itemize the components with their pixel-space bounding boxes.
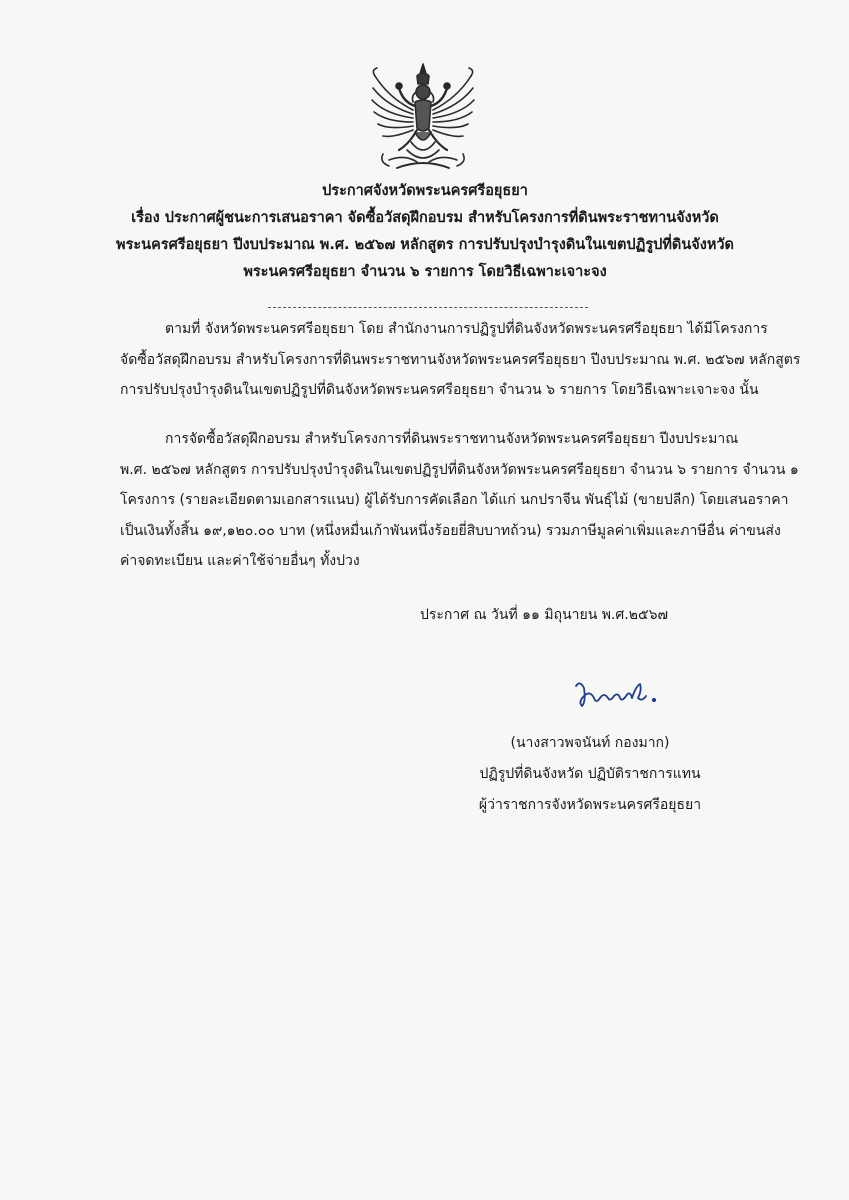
paragraph-line: พ.ศ. ๒๕๖๗ หลักสูตร การปรับปรุงบำรุงดินในเขตปฏิรูปที่ดินจังหวัดพระนครศรีอยุธยา จำนวน ๖ รายการ จำนวน ๑ bbox=[120, 461, 799, 478]
paragraph-line: จัดซื้อวัสดุฝึกอบรม สำหรับโครงการที่ดินพระราชทานจังหวัดพระนครศรีอยุธยา ปีงบประมาณ พ.ศ. ๒๕๖๗ หลักสูตร bbox=[120, 351, 801, 368]
paragraph-line: การปรับปรุงบำรุงดินในเขตปฏิรูปที่ดินจังหวัดพระนครศรีอยุธยา จำนวน ๖ รายการ โดยวิธีเฉพาะเจาะจง นั้น bbox=[120, 382, 759, 398]
announce-date: ประกาศ ณ วันที่ ๑๑ มิถุนายน พ.ศ.๒๕๖๗ bbox=[420, 607, 668, 623]
paragraph-line: การจัดซื้อวัสดุฝึกอบรม สำหรับโครงการที่ดินพระราชทานจังหวัดพระนครศรีอยุธยา ปีงบประมาณ bbox=[165, 431, 739, 447]
signatory-block bbox=[470, 728, 710, 821]
signatory-position: ปฏิรูปที่ดินจังหวัด ปฏิบัติราชการแทน bbox=[479, 766, 701, 782]
paragraph-award bbox=[120, 424, 799, 577]
subject-line-2: พระนครศรีอยุธยา ปีงบประมาณ พ.ศ. ๒๕๖๗ หลักสูตร การปรับปรุงบำรุงดินในเขตปฏิรูปที่ดินจังหวัด bbox=[116, 237, 734, 253]
paragraph-line: ค่าจดทะเบียน และค่าใช้จ่ายอื่นๆ ทั้งปวง bbox=[120, 553, 360, 569]
header-divider bbox=[268, 307, 588, 308]
paragraph-line: เป็นเงินทั้งสิ้น ๑๙,๑๒๐.๐๐ บาท (หนึ่งหมื่นเก้าพันหนึ่งร้อยยี่สิบบาทถ้วน) รวมภาษีมูลค่าเพิ่มและภาษีอื่น ค่าขนส่ง bbox=[120, 522, 781, 539]
paragraph-line: ตามที่ จังหวัดพระนครศรีอยุธยา โดย สำนักงานการปฏิรูปที่ดินจังหวัดพระนครศรีอยุธยา ได้มีโครงการ bbox=[165, 321, 768, 337]
document-title: ประกาศจังหวัดพระนครศรีอยุธยา bbox=[322, 183, 528, 199]
paragraph-line: โครงการ (รายละเอียดตามเอกสารแนบ) ผู้ได้รับการคัดเลือก ได้แก่ นกปราจีน พันธุ์ไม้ (ขายปลีก) โดยเสนอราคา bbox=[120, 492, 789, 508]
subject-line-1: เรื่อง ประกาศผู้ชนะการเสนอราคา จัดซื้อวัสดุฝึกอบรม สำหรับโครงการที่ดินพระราชทานจังหวัด bbox=[131, 210, 719, 226]
subject-line-3: พระนครศรีอยุธยา จำนวน ๖ รายการ โดยวิธีเฉพาะเจาะจง bbox=[243, 264, 607, 280]
signatory-position: ผู้ว่าราชการจังหวัดพระนครศรีอยุธยา bbox=[478, 797, 702, 813]
garuda-emblem-icon bbox=[369, 62, 477, 174]
document-header bbox=[90, 178, 760, 286]
paragraph-intro bbox=[120, 314, 801, 406]
signatory-name: (นางสาวพจนันท์ กองมาก) bbox=[510, 735, 670, 751]
handwritten-signature bbox=[570, 676, 660, 712]
